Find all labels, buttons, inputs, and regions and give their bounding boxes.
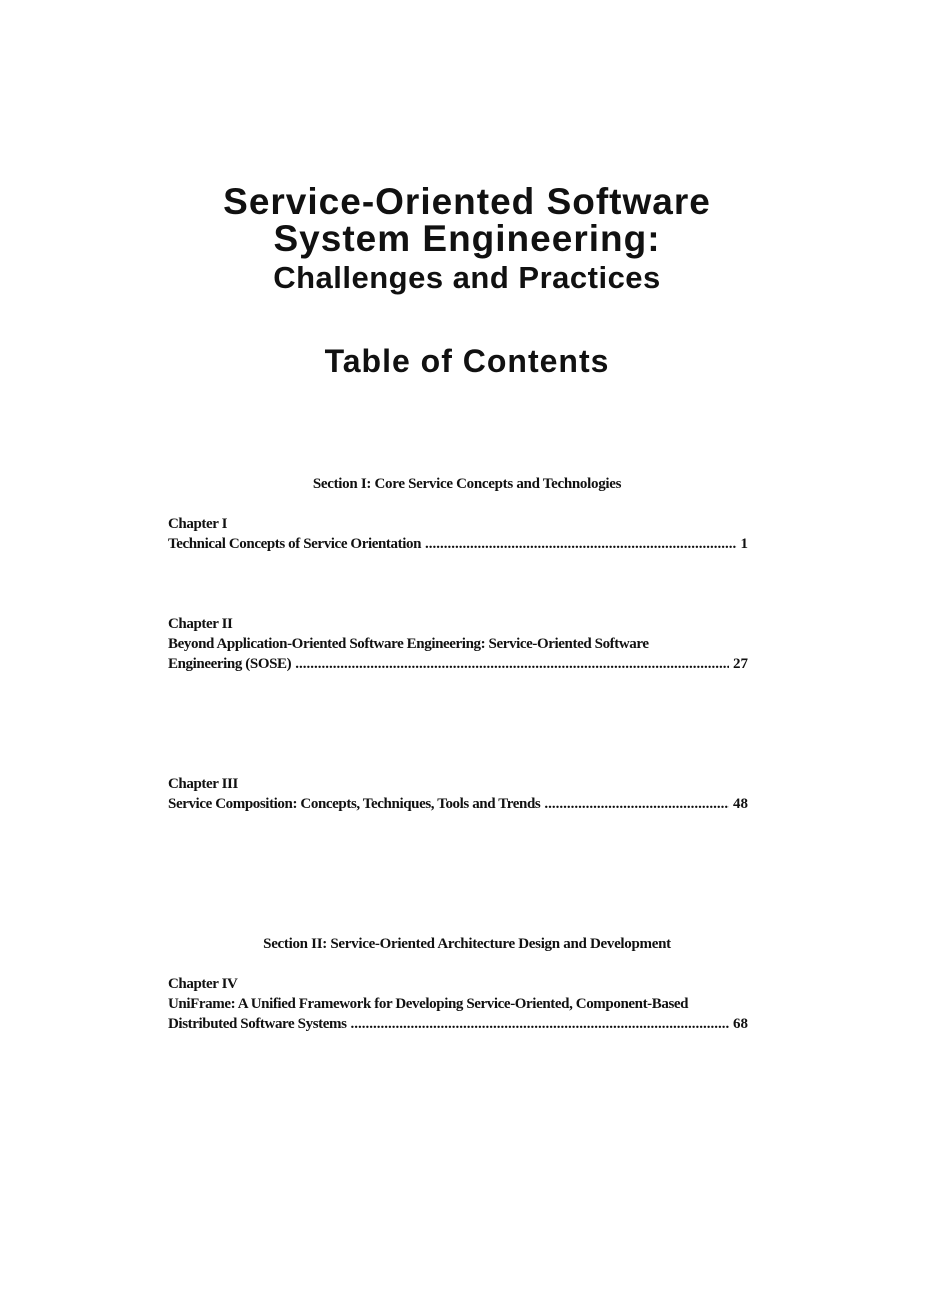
dot-leader [351, 1014, 729, 1034]
chapter-label: Chapter I [168, 516, 228, 532]
chapter-title-line [168, 654, 748, 674]
page-number: 68 [733, 1016, 748, 1032]
chapter-title-line [168, 534, 748, 554]
page-number: 48 [733, 796, 748, 812]
book-title-line-1: Service-Oriented Software [223, 181, 711, 222]
chapter-label: Chapter IV [168, 976, 238, 992]
page-number: 27 [733, 656, 748, 672]
toc-entry-chapter-1[interactable] [168, 514, 748, 554]
chapter-title[interactable]: Technical Concepts of Service Orientation [168, 536, 422, 552]
page-number: 1 [740, 536, 748, 552]
chapter-title-line [168, 794, 748, 814]
toc-entry-chapter-4[interactable] [168, 974, 748, 1034]
chapter-title[interactable]: UniFrame: A Unified Framework for Developing Service-Oriented, Component-Based [168, 996, 689, 1012]
chapter-title-line [168, 1014, 748, 1034]
chapter-title[interactable]: Service Composition: Concepts, Techniques, Tools and Trends [168, 796, 541, 812]
chapter-title-continued[interactable]: Distributed Software Systems [168, 1016, 347, 1032]
chapter-label: Chapter III [168, 776, 238, 792]
toc-entry-chapter-3[interactable] [168, 774, 748, 814]
book-title-line-2: System Engineering: [273, 218, 661, 259]
book-subtitle: Challenges and Practices [273, 260, 661, 295]
chapter-label: Chapter II [168, 616, 233, 632]
chapter-title-line [168, 994, 748, 1014]
section-heading-2: Section II: Service-Oriented Architecture Design and Development [263, 936, 671, 952]
dot-leader [544, 794, 729, 814]
chapter-title-continued[interactable]: Engineering (SOSE) [168, 656, 292, 672]
section-heading-1: Section I: Core Service Concepts and Technologies [312, 476, 622, 492]
chapter-title-line [168, 634, 748, 654]
dot-leader [425, 534, 736, 554]
chapter-title[interactable]: Beyond Application-Oriented Software Engineering: Service-Oriented Software [168, 636, 649, 652]
toc-heading: Table of Contents [324, 343, 610, 379]
dot-leader [295, 654, 729, 674]
toc-entry-chapter-2[interactable] [168, 614, 748, 674]
